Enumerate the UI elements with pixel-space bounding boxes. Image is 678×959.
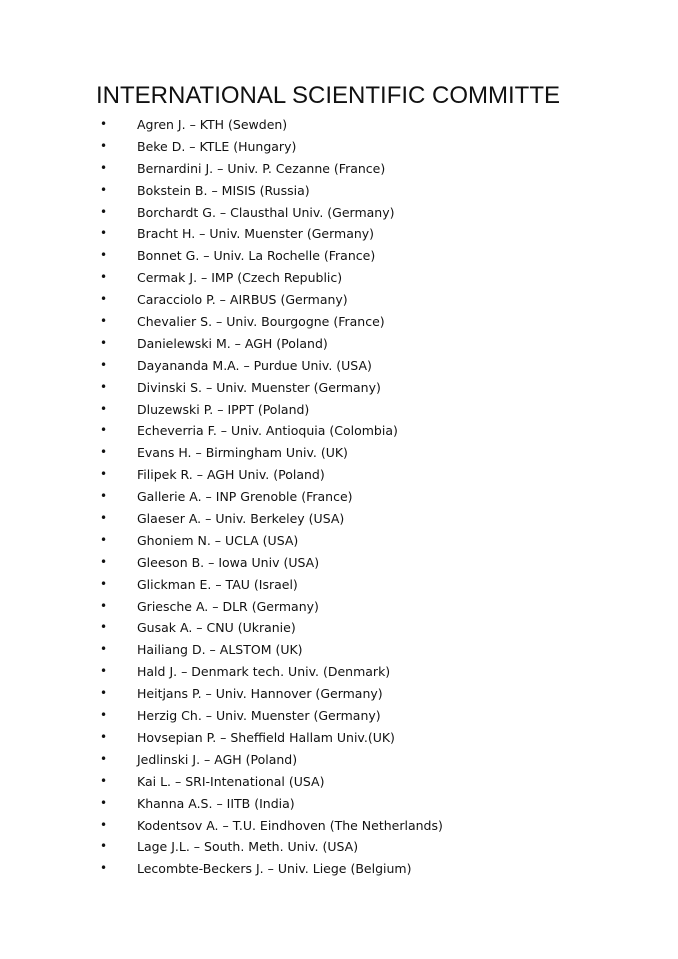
- bullet-icon: •: [100, 686, 108, 701]
- list-item: [0, 749, 678, 771]
- member-name: Filipek R. – AGH Univ. (Poland): [137, 467, 325, 483]
- member-name: Caracciolo P. – AIRBUS (Germany): [137, 292, 348, 308]
- bullet-icon: •: [100, 664, 108, 679]
- member-name: Gleeson B. – Iowa Univ (USA): [137, 554, 320, 570]
- member-name: Jedlinski J. – AGH (Poland): [137, 751, 298, 767]
- list-item: [0, 420, 678, 442]
- member-name: Bokstein B. – MISIS (Russia): [137, 182, 310, 198]
- member-name: Agren J. – KTH (Sewden): [137, 117, 288, 132]
- list-item: [0, 377, 678, 399]
- list-item: [0, 158, 678, 180]
- member-name: Borchardt G. – Clausthal Univ. (Germany): [137, 204, 395, 220]
- list-item: [0, 136, 678, 158]
- member-name: Dluzewski P. – IPPT (Poland): [137, 401, 310, 417]
- list-item: [0, 245, 678, 267]
- bullet-icon: •: [100, 270, 108, 285]
- bullet-icon: •: [100, 489, 108, 504]
- member-name: Bonnet G. – Univ. La Rochelle (France): [137, 248, 376, 264]
- bullet-icon: •: [100, 467, 108, 482]
- member-name: Heitjans P. – Univ. Hannover (Germany): [137, 686, 383, 702]
- list-item: [0, 639, 678, 661]
- bullet-icon: •: [100, 817, 108, 832]
- list-item: [0, 114, 678, 136]
- bullet-icon: •: [100, 620, 108, 635]
- member-name: Hovsepian P. – Sheffield Hallam Univ.(UK): [137, 729, 395, 745]
- member-name: Lage J.L. – South. Meth. Univ. (USA): [137, 839, 359, 855]
- bullet-icon: •: [100, 423, 108, 438]
- member-name: Evans H. – Birmingham Univ. (UK): [137, 445, 348, 461]
- member-name: Herzig Ch. – Univ. Muenster (Germany): [137, 708, 381, 724]
- list-item: [0, 464, 678, 486]
- list-item: [0, 333, 678, 355]
- bullet-icon: •: [100, 314, 108, 329]
- bullet-icon: •: [100, 335, 108, 350]
- committee-member-list: [0, 114, 678, 880]
- member-name: Chevalier S. – Univ. Bourgogne (France): [137, 314, 385, 330]
- bullet-icon: •: [100, 554, 108, 569]
- list-item: [0, 705, 678, 727]
- member-name: Hailiang D. – ALSTOM (UK): [137, 642, 303, 658]
- list-item: [0, 202, 678, 224]
- list-item: [0, 442, 678, 464]
- list-item: [0, 574, 678, 596]
- list-item: [0, 858, 678, 880]
- list-item: [0, 617, 678, 639]
- bullet-icon: •: [100, 357, 108, 372]
- bullet-icon: •: [100, 248, 108, 263]
- member-name: Gusak A. – CNU (Ukranie): [137, 620, 296, 636]
- bullet-icon: •: [100, 642, 108, 657]
- bullet-icon: •: [100, 160, 108, 175]
- bullet-icon: •: [100, 138, 108, 153]
- bullet-icon: •: [100, 182, 108, 197]
- member-name: Cermak J. – IMP (Czech Republic): [137, 270, 343, 286]
- bullet-icon: •: [100, 861, 108, 876]
- member-name: Griesche A. – DLR (Germany): [137, 598, 319, 614]
- member-name: Dayananda M.A. – Purdue Univ. (USA): [137, 357, 372, 373]
- list-item: [0, 836, 678, 858]
- bullet-icon: •: [100, 117, 108, 131]
- list-item: [0, 223, 678, 245]
- member-name: Divinski S. – Univ. Muenster (Germany): [137, 379, 381, 395]
- list-item: [0, 267, 678, 289]
- member-name: Bernardini J. – Univ. P. Cezanne (France): [137, 160, 386, 176]
- list-item: [0, 486, 678, 508]
- list-item: [0, 661, 678, 683]
- bullet-icon: •: [100, 511, 108, 526]
- bullet-icon: •: [100, 445, 108, 460]
- member-name: Bracht H. – Univ. Muenster (Germany): [137, 226, 375, 242]
- list-item: [0, 727, 678, 749]
- member-name: Glaeser A. – Univ. Berkeley (USA): [137, 511, 345, 527]
- member-name: Beke D. – KTLE (Hungary): [137, 138, 297, 154]
- list-item: [0, 815, 678, 837]
- member-name: Khanna A.S. – IITB (India): [137, 795, 295, 811]
- list-item: [0, 289, 678, 311]
- member-name: Glickman E. – TAU (Israel): [137, 576, 298, 592]
- member-name: Echeverria F. – Univ. Antioquia (Colombia): [137, 423, 398, 439]
- bullet-icon: •: [100, 708, 108, 723]
- bullet-icon: •: [100, 292, 108, 307]
- member-name: Kodentsov A. – T.U. Eindhoven (The Netherlands): [137, 817, 443, 833]
- bullet-icon: •: [100, 751, 108, 766]
- bullet-icon: •: [100, 773, 108, 788]
- list-item: [0, 530, 678, 552]
- bullet-icon: •: [100, 204, 108, 219]
- list-item: [0, 180, 678, 202]
- list-item: [0, 355, 678, 377]
- bullet-icon: •: [100, 379, 108, 394]
- bullet-icon: •: [100, 226, 108, 241]
- bullet-icon: •: [100, 839, 108, 854]
- list-item: [0, 771, 678, 793]
- page-title: INTERNATIONAL SCIENTIFIC COMMITTE: [96, 82, 561, 109]
- member-name: Ghoniem N. – UCLA (USA): [137, 532, 299, 548]
- list-item: [0, 596, 678, 618]
- bullet-icon: •: [100, 532, 108, 547]
- list-item: [0, 399, 678, 421]
- bullet-icon: •: [100, 401, 108, 416]
- member-name: Hald J. – Denmark tech. Univ. (Denmark): [137, 664, 391, 680]
- bullet-icon: •: [100, 795, 108, 810]
- list-item: [0, 311, 678, 333]
- list-item: [0, 793, 678, 815]
- member-name: Kai L. – SRI-Intenational (USA): [137, 773, 325, 789]
- list-item: [0, 508, 678, 530]
- member-name: Gallerie A. – INP Grenoble (France): [137, 489, 353, 505]
- list-item: [0, 552, 678, 574]
- member-name: Lecombte-Beckers J. – Univ. Liege (Belgium): [137, 861, 412, 877]
- bullet-icon: •: [100, 598, 108, 613]
- bullet-icon: •: [100, 576, 108, 591]
- list-item: [0, 683, 678, 705]
- member-name: Danielewski M. – AGH (Poland): [137, 335, 328, 351]
- bullet-icon: •: [100, 729, 108, 744]
